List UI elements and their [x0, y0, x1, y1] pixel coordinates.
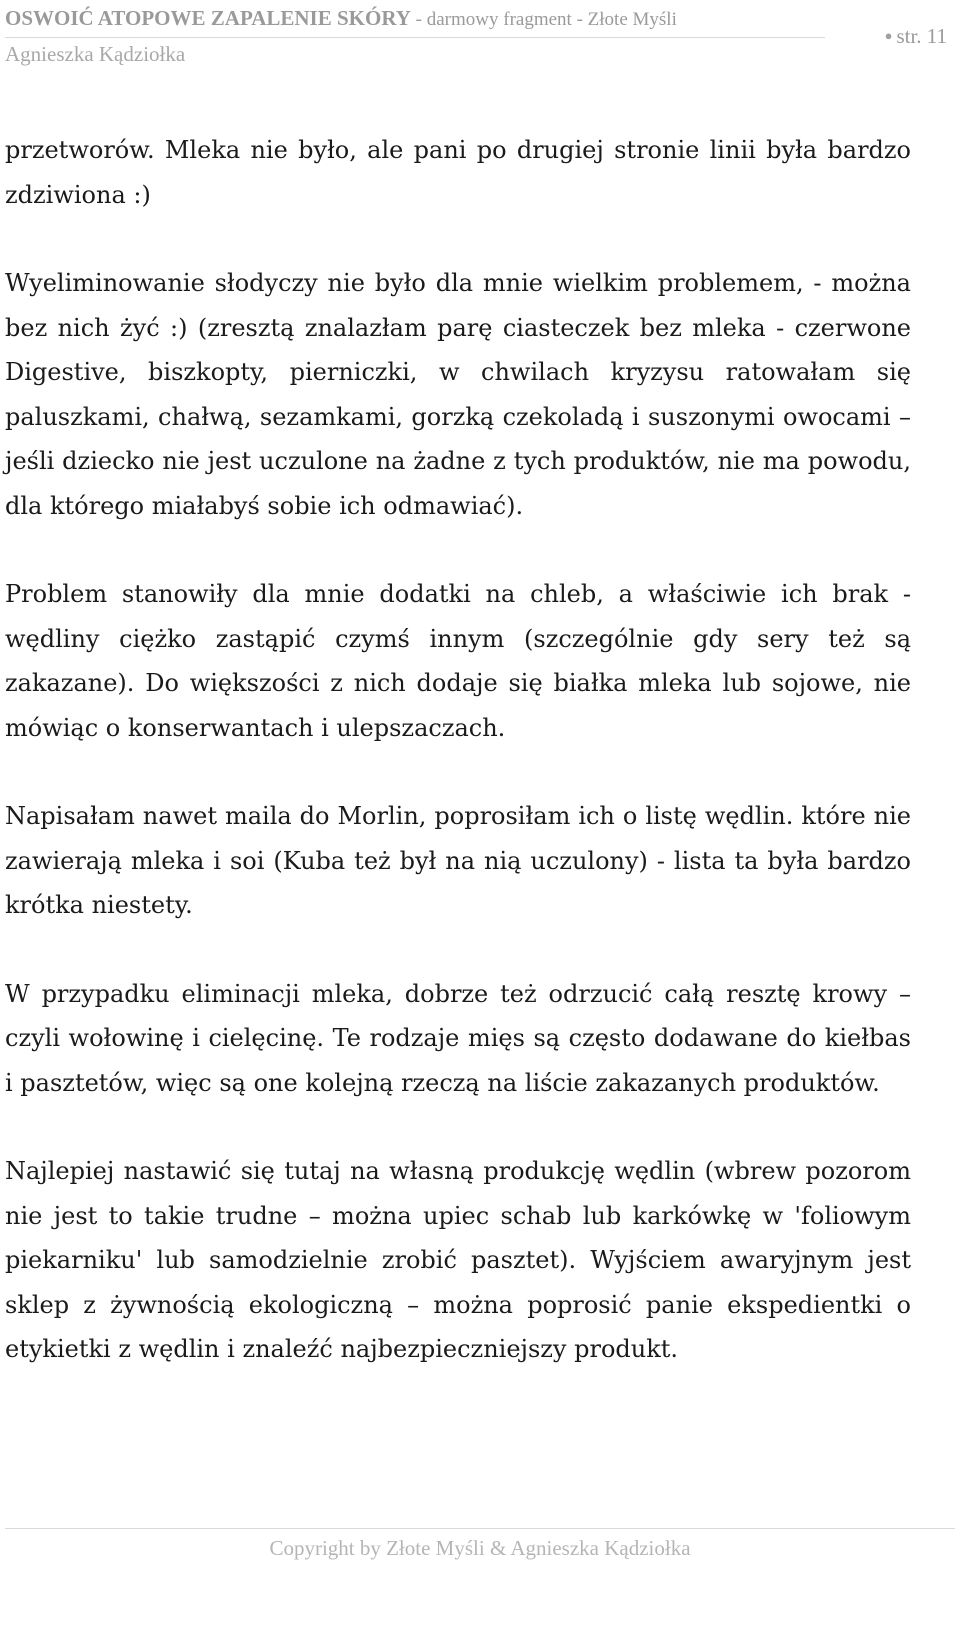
- header-author: Agnieszka Kądziołka: [5, 42, 186, 66]
- paragraph-5: W przypadku eliminacji mleka, dobrze też odrzucić całą resztę krowy – czyli wołowinę i cielęcinę. Te rodzaje mięs są często dodawane do kiełbas i pasztetów, więc są one kolejną rzeczą na liście zakazanych produktów.: [5, 979, 911, 1097]
- footer-copyright: Copyright by Złote Myśli & Agnieszka Kądziołka: [269, 1536, 691, 1560]
- book-title-suffix: - darmowy fragment - Złote Myśli: [410, 9, 677, 30]
- bullet-icon: ●: [884, 28, 893, 43]
- book-title: [5, 6, 677, 31]
- page-body: [5, 128, 911, 1416]
- paragraph-4: Napisałam nawet maila do Morlin, poprosiłam ich o listę wędlin. które nie zawierają mleka i soi (Kuba też był na nią uczulony) - lista ta była bardzo krótka niestety.: [5, 802, 911, 919]
- paragraph-3: Problem stanowiły dla mnie dodatki na chleb, a właściwie ich brak - wędliny ciężko zastąpić czymś innym (szczególnie gdy sery też są zakazane). Do większości z nich dodaje się białka mleka lub sojowe, nie mówiąc o konserwantach i ulepszaczach.: [5, 580, 911, 742]
- paragraph-2: Wyeliminowanie słodyczy nie było dla mnie wielkim problemem, - można bez nich żyć :) (zresztą znalazłam parę ciasteczek bez mleka - czerwone Digestive, biszkopty, pierniczki, w chwilach kryzysu ratowałam się paluszkami, chałwą, sezamkami, gorzką czekoladą i suszonymi owocami – jeśli dziecko nie jest uczulone na żadne z tych produktów, nie ma powodu, dla którego miałabyś sobie ich odmawiać).: [5, 269, 911, 520]
- page-header: [5, 4, 955, 74]
- paragraph-6: Najlepiej nastawić się tutaj na własną produkcję wędlin (wbrew pozorom nie jest to takie trudne – można upiec schab lub karkówkę w 'foliowym piekarniku' lub samodzielnie zrobić pasztet). Wyjściem awaryjnym jest sklep z żywnością ekologiczną – można poprosić panie ekspedientki o etykietki z wędlin i znaleźć najbezpieczniejszy produkt.: [5, 1157, 911, 1363]
- page-number: [885, 24, 947, 49]
- book-title-main: OSWOIĆ ATOPOWE ZAPALENIE SKÓRY: [5, 6, 411, 30]
- header-divider: [5, 37, 825, 38]
- page-number-label: str. 11: [896, 24, 947, 48]
- footer-divider: [5, 1528, 955, 1529]
- paragraph-1: przetworów. Mleka nie było, ale pani po drugiej stronie linii była bardzo zdziwiona :): [5, 136, 911, 209]
